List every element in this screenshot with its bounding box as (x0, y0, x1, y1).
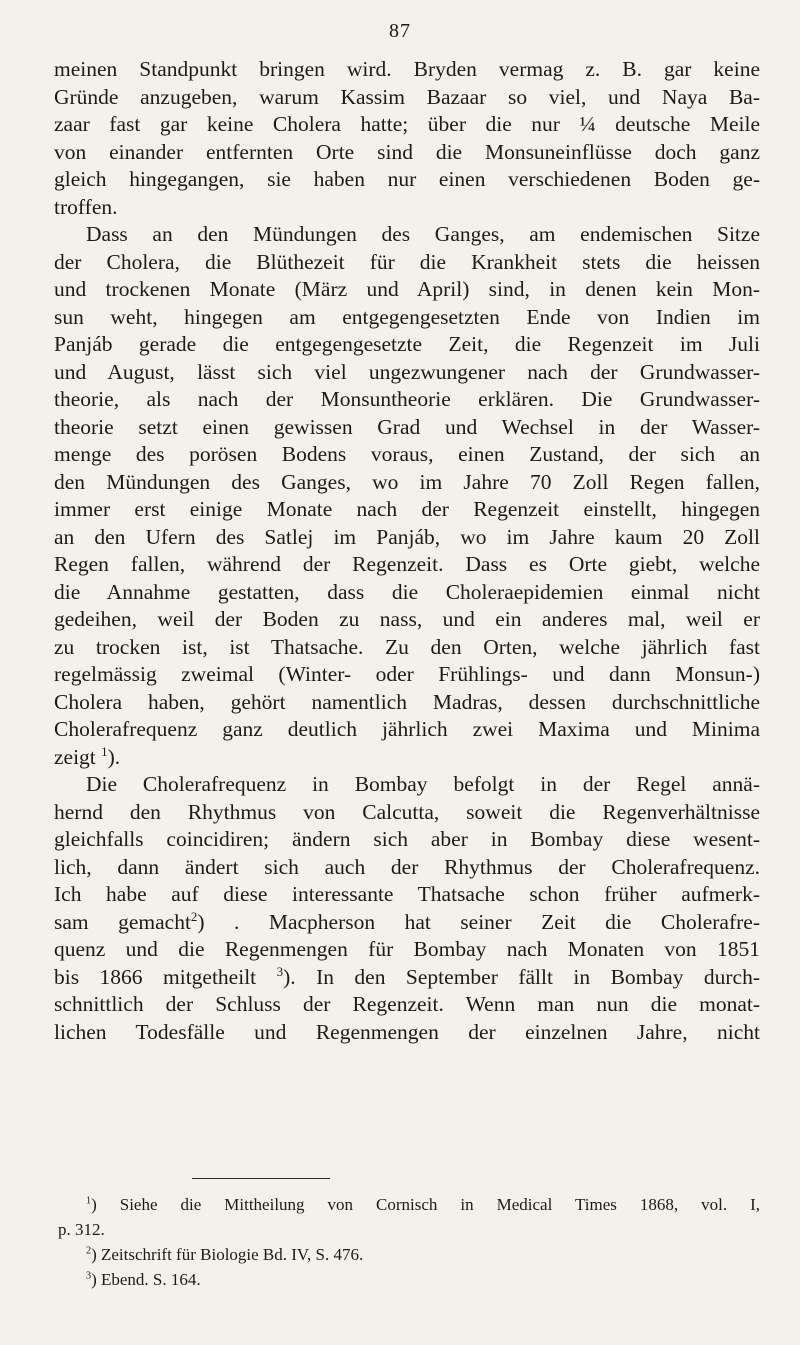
footnote-3 (58, 1267, 760, 1292)
text-line: troffen. (54, 194, 118, 219)
text-line: Gründe anzugeben, warum Kassim Bazaar so viel, und Naya Ba- (54, 84, 760, 109)
text-fragment: ) . Macpherson hat seiner Zeit die Cholerafre- (197, 909, 760, 934)
text-line: lichen Todesfälle und Regenmengen der einzelnen Jahre, nicht (54, 1019, 760, 1044)
text-line: zu trocken ist, ist Thatsache. Zu den Orten, welche jährlich fast (54, 634, 760, 659)
footnote-1 (58, 1192, 760, 1217)
text-line: Panjáb gerade die entgegengesetzte Zeit, die Regenzeit im Juli (54, 332, 760, 356)
text-line: Ich habe auf diese interessante Thatsache schon früher aufmerk- (54, 882, 760, 906)
page-number: 87 (389, 20, 411, 42)
text-line: hernd den Rhythmus von Calcutta, soweit die Regenverhältnisse (54, 799, 760, 824)
text-line: und August, lässt sich viel ungezwungener nach der Grundwasser- (54, 359, 760, 384)
footnote-1-continued: p. 312. (58, 1220, 105, 1239)
text-line: lich, dann ändert sich auch der Rhythmus der Cholerafrequenz. (54, 854, 760, 879)
text-line: Cholera haben, gehört namentlich Madras, dessen durchschnittliche (54, 689, 760, 714)
text-line-with-footnote (54, 964, 760, 992)
text-line: Dass an den Mündungen des Ganges, am endemischen Sitze (86, 222, 760, 246)
text-line: gleichfalls coincidiren; ändern sich aber in Bombay diese wesent- (54, 827, 760, 851)
footnote-ref-2[interactable]: 2 (190, 909, 198, 924)
footnote-marker: 2 (86, 1245, 92, 1257)
footnote-marker: 3 (86, 1270, 92, 1282)
text-line: theorie setzt einen gewissen Grad und Wechsel in der Wasser- (54, 414, 760, 439)
text-line: Die Cholerafrequenz in Bombay befolgt in der Regel annä- (86, 772, 760, 796)
text-line: und trockenen Monate (März und April) sind, in denen kein Mon- (54, 277, 760, 301)
footnotes (58, 1192, 760, 1292)
text-line: von einander entfernten Orte sind die Monsuneinflüsse doch ganz (54, 139, 760, 164)
text-line: immer erst einige Monate nach der Regenzeit einstellt, hingegen (54, 497, 760, 521)
text-line: den Mündungen des Ganges, wo im Jahre 70 Zoll Regen fallen, (54, 469, 760, 494)
text-line: quenz und die Regenmengen für Bombay nach Monaten von 1851 (54, 937, 760, 961)
text-line: menge des porösen Bodens voraus, einen Zustand, der sich an (54, 442, 760, 466)
text-line: gleich hingegangen, sie haben nur einen verschiedenen Boden ge- (54, 167, 760, 191)
text-line: die Annahme gestatten, dass die Choleraepidemien einmal nicht (54, 579, 760, 604)
footnote-2 (58, 1242, 760, 1267)
text-line: an den Ufern des Satlej im Panjáb, wo im Jahre kaum 20 Zoll (54, 524, 760, 549)
text-fragment: ). (107, 744, 121, 769)
text-line: Regen fallen, während der Regenzeit. Dass es Orte giebt, welche (54, 552, 760, 576)
text-fragment: ). In den September fällt in Bombay durch- (283, 964, 761, 989)
text-line: der Cholera, die Blüthezeit für die Krankheit stets die heissen (54, 249, 760, 274)
text-line: schnittlich der Schluss der Regenzeit. Wenn man nun die monat- (54, 992, 760, 1016)
text-line: sun weht, hingegen am entgegengesetzten Ende von Indien im (54, 304, 760, 329)
footnote-text: ) Siehe die Mittheilung von Cornisch in Medical Times 1868, vol. I, (91, 1195, 760, 1214)
text-line: gedeihen, weil der Boden zu nass, und ein anderes mal, weil er (54, 607, 760, 631)
text-line-with-footnote (54, 744, 760, 772)
text-line: meinen Standpunkt bringen wird. Bryden vermag z. B. gar keine (54, 57, 760, 81)
footnote-divider (192, 1178, 330, 1179)
text-line: Cholerafrequenz ganz deutlich jährlich zwei Maxima und Minima (54, 717, 760, 741)
text-fragment: bis 1866 mitgetheilt (54, 964, 257, 989)
text-fragment: sam gemacht (54, 909, 191, 934)
text-line-with-footnote (54, 909, 760, 937)
footnote-text: ) Ebend. S. 164. (91, 1270, 201, 1289)
main-text (54, 56, 760, 1046)
text-line: regelmässig zweimal (Winter- oder Frühlings- und dann Monsun-) (54, 662, 760, 686)
text-fragment: zeigt (54, 744, 96, 769)
text-line: zaar fast gar keine Cholera hatte; über die nur ¼ deutsche Meile (54, 112, 760, 136)
text-line: theorie, als nach der Monsuntheorie erklären. Die Grundwasser- (54, 387, 760, 411)
footnote-marker: 1 (86, 1195, 92, 1207)
footnote-ref-1[interactable]: 1 (101, 744, 108, 759)
footnote-text: ) Zeitschrift für Biologie Bd. IV, S. 476. (91, 1245, 364, 1264)
footnote-ref-3[interactable]: 3 (276, 964, 284, 979)
